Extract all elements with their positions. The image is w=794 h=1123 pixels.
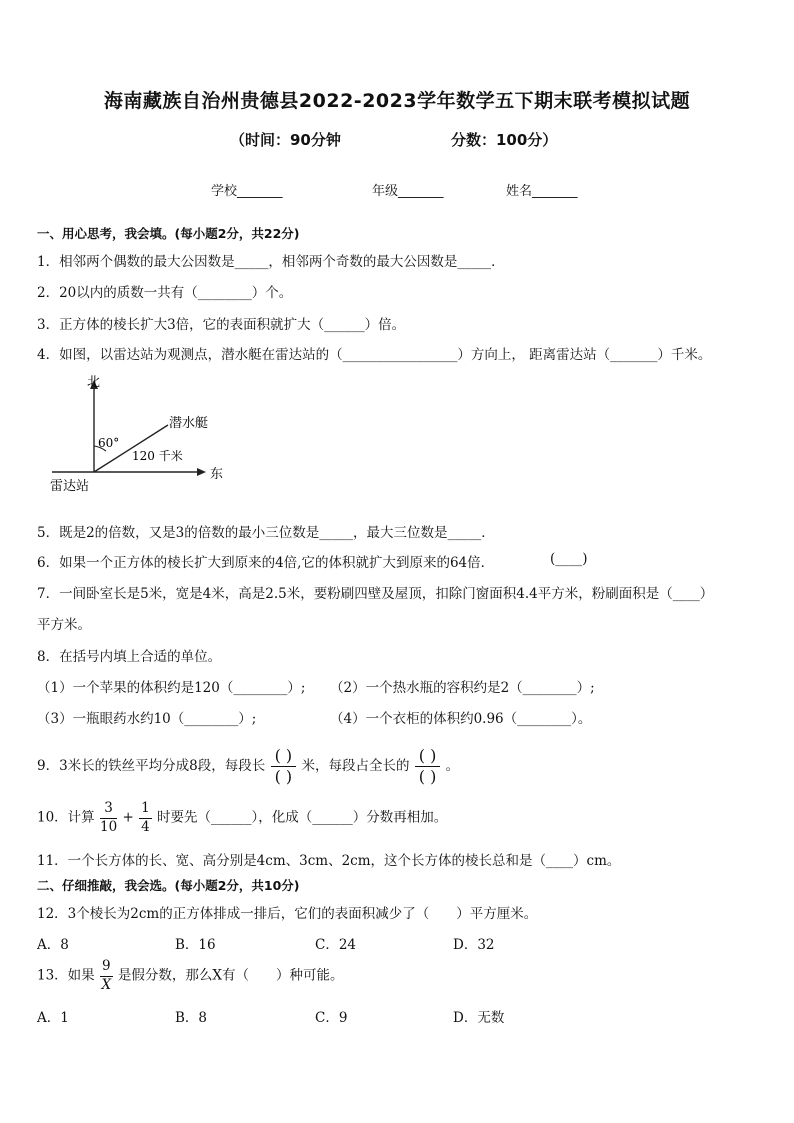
- answer-fraction-1: $\frac{( )}{( )}$: [271, 748, 297, 785]
- radar-diagram: [46, 372, 236, 497]
- page-title: 海南藏族自治州贵德县2022-2023学年数学五下期末联考模拟试题: [103, 90, 691, 112]
- q13-option-d: D．无数: [453, 1010, 505, 1026]
- question-2: 2．20以内的质数一共有（________）个。: [37, 285, 293, 301]
- north-label: 北: [87, 375, 101, 390]
- name-field: 姓名_______: [506, 184, 578, 199]
- question-4: 4．如图，以雷达站为观测点，潜水艇在雷达站的（_________________）方向上， 距离雷达站（_______）千米。: [37, 347, 712, 363]
- question-12: 12．3个棱长为2cm的正方体排成一排后，它们的表面积减少了（ ）平方厘米。: [37, 906, 538, 922]
- school-field: 学校_______: [211, 184, 283, 199]
- question-8-2: （2）一个热水瓶的容积约是2（________）;: [330, 680, 595, 696]
- q13-option-c: C．9: [315, 1010, 348, 1026]
- fraction-3-10: $\frac{3}{10}$: [99, 800, 118, 835]
- question-9-text-c: 。: [445, 758, 460, 774]
- question-13-text-b: 是假分数，那么X有（ ）种可能。: [117, 967, 344, 984]
- question-10-text-b: 时要先（______），化成（______）分数再相加。: [156, 809, 448, 826]
- radar-label: 雷达站: [50, 479, 90, 494]
- question-6: 6．如果一个正方体的棱长扩大到原来的4倍,它的体积就扩大到原来的64倍．: [37, 555, 495, 571]
- question-10: [37, 802, 447, 834]
- question-6-blank: (____): [550, 551, 588, 567]
- section2-heading: 二、仔细推敲，我会选。(每小题2分，共10分): [37, 878, 300, 893]
- q13-option-a: A．1: [37, 1010, 69, 1026]
- q12-option-b: B．16: [175, 937, 216, 953]
- angle-label: 60°: [98, 436, 120, 450]
- grade-field: 年级_______: [372, 184, 444, 199]
- question-10-text-a: 10．计算: [37, 809, 95, 826]
- q12-option-d: D．32: [453, 937, 495, 953]
- question-8-4: （4）一个衣柜的体积约0.96（________）。: [330, 711, 592, 727]
- question-9-text-a: 9．3米长的铁丝平均分成8段，每段长: [37, 758, 266, 774]
- question-1: 1．相邻两个偶数的最大公因数是_____，相邻两个奇数的最大公因数是_____．: [37, 254, 505, 270]
- q12-option-a: A．8: [37, 937, 69, 953]
- section1-heading: 一、用心思考，我会填。(每小题2分，共22分): [37, 226, 300, 241]
- exam-score: 分数：100分）: [451, 131, 558, 149]
- question-8: 8．在括号内填上合适的单位。: [37, 649, 222, 665]
- distance-label: 120 千米: [132, 449, 183, 463]
- question-8-1: （1）一个苹果的体积约是120（________）;: [37, 680, 306, 696]
- q12-option-c: C．24: [315, 937, 357, 953]
- submarine-label: 潜水艇: [169, 416, 209, 431]
- question-13: [37, 960, 344, 992]
- fraction-1-4: $\frac{1}{4}$: [141, 800, 150, 835]
- fraction-9-x: $\frac{9}{X}$: [101, 958, 112, 993]
- east-label: 东: [210, 467, 224, 482]
- east-arrow-icon: [197, 468, 206, 476]
- answer-fraction-2: $\frac{( )}{( )}$: [415, 748, 441, 785]
- question-13-text-a: 13．如果: [37, 967, 95, 984]
- question-7: 7．一间卧室长是5米，宽是4米，高是2.5米，要粉刷四壁及屋顶，扣除门窗面积4.4平方米，粉刷面积是（____）: [37, 586, 714, 602]
- question-9: [37, 748, 459, 785]
- plus-sign: +: [122, 809, 134, 826]
- question-7-cont: 平方米。: [37, 617, 91, 633]
- exam-time: （时间：90分钟: [230, 131, 341, 149]
- question-3: 3．正方体的棱长扩大3倍，它的表面积就扩大（______）倍。: [37, 317, 406, 333]
- question-5: 5．既是2的倍数，又是3的倍数的最小三位数是_____，最大三位数是_____．: [37, 525, 495, 541]
- question-8-3: （3）一瓶眼药水约10（________）;: [37, 711, 257, 727]
- question-11: 11．一个长方体的长、宽、高分别是4cm、3cm、2cm，这个长方体的棱长总和是（____）cm。: [37, 853, 621, 869]
- q13-option-b: B．8: [175, 1010, 208, 1026]
- question-9-text-b: 米，每段占全长的: [301, 758, 410, 774]
